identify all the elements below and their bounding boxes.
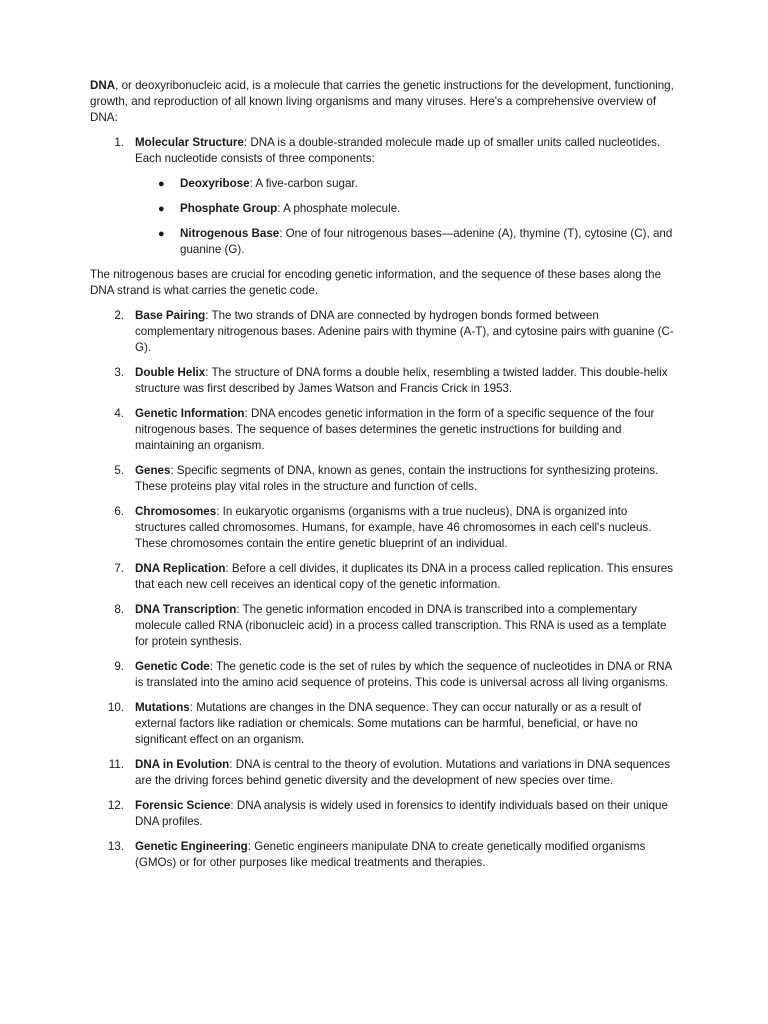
- list-item-title: Forensic Science: [135, 799, 231, 812]
- bullet-icon: ●: [158, 228, 165, 240]
- list-item-number: 11.: [108, 758, 124, 771]
- component-item: [135, 201, 678, 217]
- list-item-title: DNA Transcription: [135, 603, 237, 616]
- list-item-number: 4.: [114, 407, 124, 420]
- list-item: [90, 135, 678, 258]
- list-item-title: Molecular Structure: [135, 136, 244, 149]
- list-item-text: : In eukaryotic organisms (organisms with a true nucleus), DNA is organized into structures called chromosomes. Humans, for example, have 46 chromosomes in each cell's nucleus. These chromosomes contain the entire genetic blueprint of an individual.: [135, 505, 652, 550]
- list-item-text: : The genetic code is the set of rules by which the sequence of nucleotides in DNA or RNA is translated into the amino acid sequence of proteins. This code is universal across all living organisms.: [135, 660, 672, 689]
- component-title: Nitrogenous Base: [180, 227, 280, 240]
- list-item-number: 9.: [114, 660, 124, 673]
- list-item-text: : DNA encodes genetic information in the form of a specific sequence of the four nitrogenous bases. The sequence of bases determines the genetic instructions for building and maintaining an organism.: [135, 407, 655, 452]
- list-item-title: Chromosomes: [135, 505, 217, 518]
- list-item: [90, 308, 678, 356]
- list-item-title: Genetic Information: [135, 407, 245, 420]
- list-item-number: 2.: [114, 309, 124, 322]
- list-item-title: DNA in Evolution: [135, 758, 230, 771]
- list-item-number: 3.: [114, 366, 124, 379]
- list-item-text: : Mutations are changes in the DNA sequence. They can occur naturally or as a result of external factors like radiation or chemicals. Some mutations can be harmful, beneficial, or have no significant effect on an organism.: [135, 701, 642, 746]
- component-item: [135, 176, 678, 192]
- list-item-text: : DNA is central to the theory of evolution. Mutations and variations in DNA sequences are the driving forces behind genetic diversity and the development of new species over time.: [135, 758, 671, 787]
- component-title: Deoxyribose: [180, 177, 250, 190]
- list-item-text: : Genetic engineers manipulate DNA to create genetically modified organisms (GMOs) or for other purposes like medical treatments and therapies.: [135, 840, 646, 869]
- middle-paragraph: The nitrogenous bases are crucial for encoding genetic information, and the sequence of these bases along the DNA strand is what carries the genetic code.: [90, 268, 662, 297]
- document-body: [90, 78, 678, 880]
- component-text: : One of four nitrogenous bases—adenine (A), thymine (T), cytosine (C), and guanine (G).: [180, 227, 673, 256]
- component-title: Phosphate Group: [180, 202, 278, 215]
- overview-list-part-2: [90, 308, 678, 871]
- list-item: [90, 406, 678, 454]
- list-item-title: Mutations: [135, 701, 190, 714]
- list-item: [90, 839, 678, 871]
- list-item-text: : DNA is a double-stranded molecule made up of smaller units called nucleotides. Each nucleotide consists of three components:: [135, 136, 661, 165]
- list-item-number: 5.: [114, 464, 124, 477]
- list-item-title: Genetic Engineering: [135, 840, 248, 853]
- list-item: [90, 659, 678, 691]
- list-item-text: : DNA analysis is widely used in forensics to identify individuals based on their unique DNA profiles.: [135, 799, 668, 828]
- list-item-number: 10.: [107, 701, 124, 714]
- list-item: [90, 602, 678, 650]
- list-item: [90, 757, 678, 789]
- list-item-text: : The genetic information encoded in DNA is transcribed into a complementary molecule called RNA (ribonucleic acid) in a process called transcription. This RNA is used as a template for protein synthesis.: [135, 603, 667, 648]
- list-item-number: 1.: [114, 136, 124, 149]
- list-item-number: 7.: [114, 562, 124, 575]
- list-item-text: : The structure of DNA forms a double helix, resembling a twisted ladder. This double-helix structure was first described by James Watson and Francis Crick in 1953.: [135, 366, 668, 395]
- bullet-icon: ●: [158, 178, 165, 190]
- list-item-title: Genes: [135, 464, 171, 477]
- list-item-title: Genetic Code: [135, 660, 210, 673]
- list-item-number: 8.: [114, 603, 124, 616]
- list-item-title: Double Helix: [135, 366, 206, 379]
- list-item-text: : Specific segments of DNA, known as genes, contain the instructions for synthesizing proteins. These proteins play vital roles in the structure and function of cells.: [135, 464, 659, 493]
- list-item: [90, 365, 678, 397]
- component-text: : A phosphate molecule.: [277, 202, 401, 215]
- list-item-text: : Before a cell divides, it duplicates its DNA in a process called replication. This ensures that each new cell receives an identical copy of the genetic information.: [135, 562, 674, 591]
- list-item: [90, 504, 678, 552]
- list-item: [90, 798, 678, 830]
- component-list: [135, 176, 678, 258]
- bullet-icon: ●: [158, 203, 165, 215]
- component-item: [135, 226, 678, 258]
- list-item: [90, 561, 678, 593]
- list-item-number: 12.: [107, 799, 124, 812]
- overview-list-part-1: [90, 135, 678, 258]
- intro-term: DNA: [90, 79, 116, 92]
- list-item: [90, 463, 678, 495]
- list-item-title: Base Pairing: [135, 309, 206, 322]
- list-item-number: 13.: [107, 840, 124, 853]
- list-item-number: 6.: [114, 505, 124, 518]
- intro-paragraph: [90, 78, 678, 126]
- component-text: : A five-carbon sugar.: [249, 177, 358, 190]
- list-item: [90, 700, 678, 748]
- list-item-title: DNA Replication: [135, 562, 226, 575]
- intro-text: , or deoxyribonucleic acid, is a molecule that carries the genetic instructions for the development, functioning, growth, and reproduction of all known living organisms and many viruses. Here's a comprehensive overview of DNA:: [90, 79, 674, 124]
- list-item-text: : The two strands of DNA are connected by hydrogen bonds formed between complementary nitrogenous bases. Adenine pairs with thymine (A-T), and cytosine pairs with guanine (C-G).: [135, 309, 674, 354]
